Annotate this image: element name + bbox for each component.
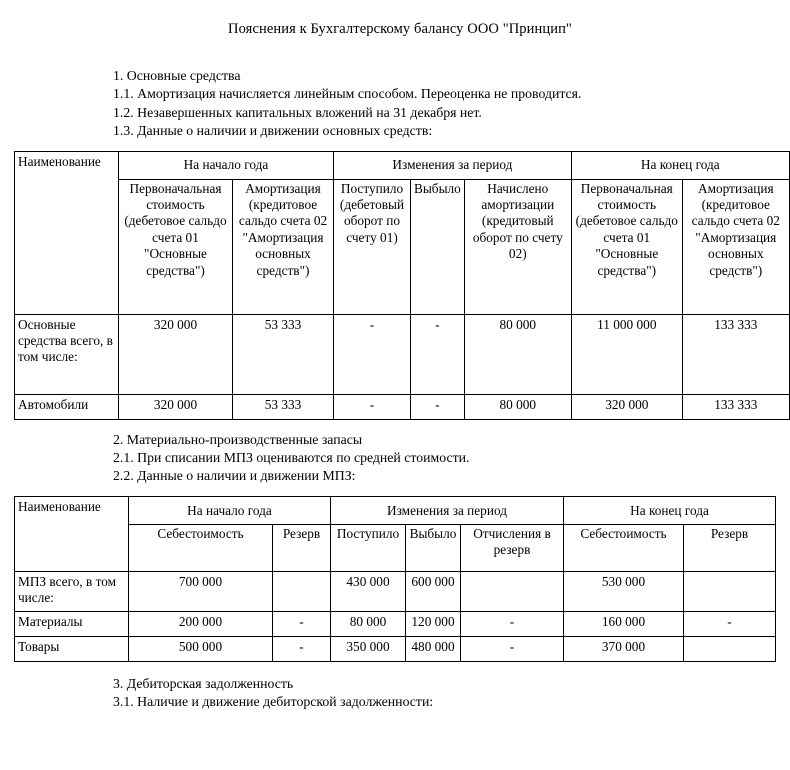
column-header-end-cost: Первоначальная стоимость (дебетовое сальдо счета 01 "Основные средства") [571,179,682,314]
cell-received: 350 000 [331,636,406,661]
cell-end-cost: 11 000 000 [571,314,682,394]
text-line: 1.3. Данные о наличии и движении основных средств: [113,123,433,139]
page-title: Пояснения к Бухгалтерскому балансу ООО "Принцип" [228,21,572,37]
column-header-name: Наименование [15,496,129,571]
column-header-begin-depreciation: Амортизация (кредитовое сальдо счета 02 "Амортизация основных средств") [233,179,334,314]
section-inventory-text [0,420,790,486]
cell-reserve-deduction [461,571,564,611]
cell-end-cost: 160 000 [564,611,684,636]
cell-depreciation-accrued: 80 000 [464,314,571,394]
column-header-begin-cost: Первоначальная стоимость (дебетовое сальдо счета 01 "Основные средства") [119,179,233,314]
table-fixed-assets [14,151,790,420]
table-header-sub-row [15,179,790,314]
cell-end-cost: 370 000 [564,636,684,661]
cell-end-reserve [684,571,776,611]
row-label: МПЗ всего, в том числе: [15,571,129,611]
table-row [15,394,790,419]
column-header-depreciation-accrued: Начислено амортизации (кредитовый оборот по счету 02) [464,179,571,314]
column-header-end-cost: Себестоимость [564,524,684,571]
cell-begin-reserve: - [273,636,331,661]
column-header-begin-cost: Себестоимость [129,524,273,571]
cell-reserve-deduction: - [461,636,564,661]
column-header-disposed: Выбыло [411,179,465,314]
cell-disposed: 120 000 [406,611,461,636]
text-line: 3.1. Наличие и движение дебиторской задолженности: [113,694,434,710]
column-header-end-depreciation: Амортизация (кредитовое сальдо счета 02 "Амортизация основных средств") [682,179,789,314]
table-header-group-row [15,151,790,179]
text-line: 2. Материально-производственные запасы [113,431,363,447]
cell-end-cost: 530 000 [564,571,684,611]
cell-received: 80 000 [331,611,406,636]
cell-begin-cost: 320 000 [119,394,233,419]
cell-begin-cost: 200 000 [129,611,273,636]
cell-begin-reserve [273,571,331,611]
column-header-begin-reserve: Резерв [273,524,331,571]
table-inventory [14,496,776,662]
section-receivables-text [0,662,790,712]
cell-depreciation-accrued: 80 000 [464,394,571,419]
cell-received: 430 000 [331,571,406,611]
table-row [15,636,776,661]
cell-end-reserve: - [684,611,776,636]
table-header-group-row [15,496,776,524]
cell-reserve-deduction: - [461,611,564,636]
text-line: 1.2. Незавершенных капитальных вложений на 31 декабря нет. [113,104,482,120]
section-fixed-assets-text [0,38,790,141]
column-group-begin-of-year: На начало года [119,151,334,179]
row-label: Автомобили [15,394,119,419]
column-header-received: Поступило (дебетовый оборот по счету 01) [334,179,411,314]
cell-begin-depreciation: 53 333 [233,394,334,419]
column-group-changes: Изменения за период [331,496,564,524]
cell-begin-depreciation: 53 333 [233,314,334,394]
column-header-end-reserve: Резерв [684,524,776,571]
cell-begin-cost: 500 000 [129,636,273,661]
column-header-disposed: Выбыло [406,524,461,571]
cell-end-reserve [684,636,776,661]
cell-end-depreciation: 133 333 [682,394,789,419]
column-header-name: Наименование [15,151,119,314]
cell-begin-cost: 700 000 [129,571,273,611]
column-group-end-of-year: На конец года [571,151,789,179]
text-line: 1.1. Амортизация начисляется линейным способом. Переоценка не проводится. [113,86,582,102]
text-line: 2.1. При списании МПЗ оцениваются по средней стоимости. [113,450,470,466]
cell-begin-reserve: - [273,611,331,636]
table-header-sub-row [15,524,776,571]
cell-end-depreciation: 133 333 [682,314,789,394]
cell-received: - [334,394,411,419]
cell-disposed: 600 000 [406,571,461,611]
table-row [15,571,776,611]
column-header-received: Поступило [331,524,406,571]
text-line: 1. Основные средства [113,68,241,83]
table-row [15,611,776,636]
row-label: Товары [15,636,129,661]
column-group-end-of-year: На конец года [564,496,776,524]
row-label: Основные средства всего, в том числе: [15,314,119,394]
text-line: 3. Дебиторская задолженность [113,675,294,691]
column-header-reserve-deduction: Отчисления в резерв [461,524,564,571]
cell-end-cost: 320 000 [571,394,682,419]
cell-disposed: - [411,314,465,394]
column-group-begin-of-year: На начало года [129,496,331,524]
text-line: 2.2. Данные о наличии и движении МПЗ: [113,468,356,484]
cell-begin-cost: 320 000 [119,314,233,394]
table-row [15,314,790,394]
cell-disposed: - [411,394,465,419]
cell-received: - [334,314,411,394]
column-group-changes: Изменения за период [334,151,572,179]
row-label: Материалы [15,611,129,636]
cell-disposed: 480 000 [406,636,461,661]
